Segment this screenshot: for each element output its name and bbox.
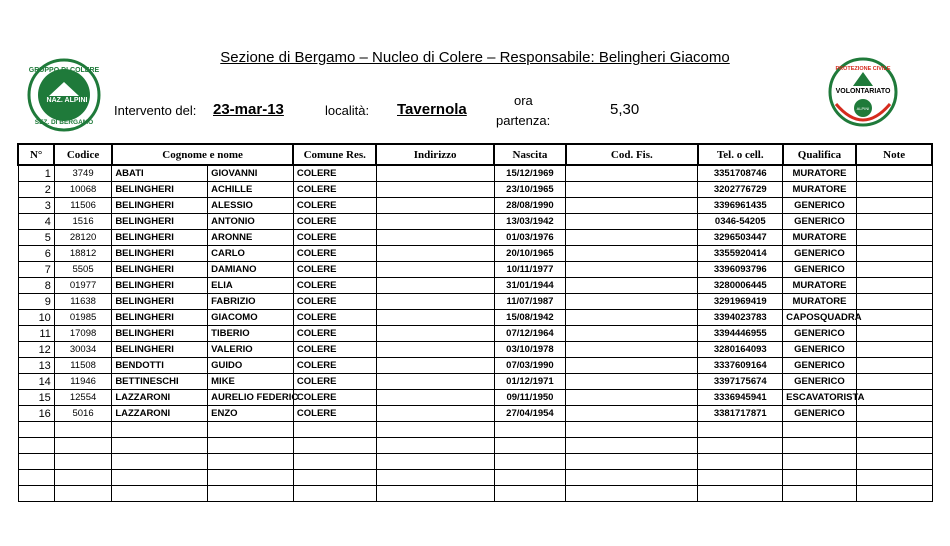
cod-fis-cell: [566, 406, 698, 422]
nascita-cell: 01/12/1971: [494, 374, 566, 390]
empty-cell: [494, 422, 566, 438]
cognome-cell: BELINGHERI: [112, 278, 208, 294]
comune-cell: COLERE: [293, 214, 376, 230]
empty-cell: [783, 470, 857, 486]
empty-cell: [698, 422, 783, 438]
codice-cell: 3749: [54, 165, 112, 182]
nascita-cell: 23/10/1965: [494, 182, 566, 198]
codice-cell: 11508: [54, 358, 112, 374]
qualifica-cell: MURATORE: [783, 294, 857, 310]
comune-cell: COLERE: [293, 230, 376, 246]
cod-fis-cell: [566, 165, 698, 182]
qualifica-cell: GENERICO: [783, 214, 857, 230]
empty-cell: [494, 454, 566, 470]
indirizzo-cell: [376, 182, 494, 198]
svg-text:SEZ. DI BERGAMO: SEZ. DI BERGAMO: [34, 119, 94, 126]
empty-cell: [293, 422, 376, 438]
nascita-cell: 11/07/1987: [494, 294, 566, 310]
comune-cell: COLERE: [293, 326, 376, 342]
cod-fis-cell: [566, 214, 698, 230]
empty-cell: [112, 470, 208, 486]
cod-fis-cell: [566, 182, 698, 198]
comune-cell: COLERE: [293, 246, 376, 262]
volunteers-table: [17, 143, 933, 502]
nome-cell: ACHILLE: [208, 182, 294, 198]
nome-cell: AURELIO FEDERIC: [208, 390, 294, 406]
cognome-cell: BENDOTTI: [112, 358, 208, 374]
indirizzo-cell: [376, 165, 494, 182]
row-number: 15: [18, 390, 54, 406]
empty-cell: [376, 438, 494, 454]
tel-cell: 3394446955: [698, 326, 783, 342]
page-title: Sezione di Bergamo – Nucleo di Colere – Responsabile: Belingheri Giacomo: [220, 49, 730, 66]
ora-partenza-value: 5,30: [610, 101, 640, 118]
localita-value: Tavernola: [397, 101, 467, 118]
tel-cell: 3396093796: [698, 262, 783, 278]
empty-cell: [698, 454, 783, 470]
empty-cell: [18, 470, 54, 486]
empty-cell: [856, 438, 932, 454]
cod-fis-cell: [566, 374, 698, 390]
empty-cell: [783, 438, 857, 454]
nome-cell: CARLO: [208, 246, 294, 262]
empty-cell: [208, 486, 294, 502]
row-number: 2: [18, 182, 54, 198]
empty-cell: [112, 438, 208, 454]
qualifica-cell: GENERICO: [783, 406, 857, 422]
note-cell: [856, 326, 932, 342]
ora-label: ora: [514, 93, 533, 108]
codice-cell: 17098: [54, 326, 112, 342]
tel-cell: 3394023783: [698, 310, 783, 326]
nome-cell: ANTONIO: [208, 214, 294, 230]
tel-cell: 3296503447: [698, 230, 783, 246]
empty-cell: [54, 438, 112, 454]
cod-fis-cell: [566, 390, 698, 406]
col-header-cognome-nome: Cognome e nome: [112, 144, 294, 165]
qualifica-cell: CAPOSQUADRA: [783, 310, 857, 326]
partenza-label: partenza:: [496, 113, 551, 128]
intervento-date: 23-mar-13: [213, 101, 284, 118]
empty-cell: [494, 470, 566, 486]
codice-cell: 1516: [54, 214, 112, 230]
nome-cell: DAMIANO: [208, 262, 294, 278]
nascita-cell: 28/08/1990: [494, 198, 566, 214]
empty-cell: [293, 486, 376, 502]
table-row: [18, 406, 932, 422]
indirizzo-cell: [376, 358, 494, 374]
empty-cell: [112, 454, 208, 470]
table-row: [18, 198, 932, 214]
codice-cell: 30034: [54, 342, 112, 358]
row-number: 11: [18, 326, 54, 342]
cognome-cell: LAZZARONI: [112, 390, 208, 406]
row-number: 16: [18, 406, 54, 422]
empty-cell: [376, 454, 494, 470]
note-cell: [856, 406, 932, 422]
nascita-cell: 09/11/1950: [494, 390, 566, 406]
note-cell: [856, 246, 932, 262]
empty-cell: [494, 486, 566, 502]
indirizzo-cell: [376, 374, 494, 390]
indirizzo-cell: [376, 278, 494, 294]
nascita-cell: 15/08/1942: [494, 310, 566, 326]
indirizzo-cell: [376, 390, 494, 406]
nome-cell: ENZO: [208, 406, 294, 422]
localita-label: località:: [325, 103, 370, 118]
indirizzo-cell: [376, 198, 494, 214]
intervento-label: Intervento del:: [114, 103, 197, 118]
cognome-cell: BELINGHERI: [112, 182, 208, 198]
empty-cell: [783, 454, 857, 470]
col-header-nascita: Nascita: [494, 144, 566, 165]
empty-table-row: [18, 422, 932, 438]
note-cell: [856, 278, 932, 294]
table-header-row: [18, 144, 932, 165]
codice-cell: 5505: [54, 262, 112, 278]
empty-cell: [208, 454, 294, 470]
empty-cell: [566, 454, 698, 470]
tel-cell: 3280164093: [698, 342, 783, 358]
empty-cell: [54, 486, 112, 502]
qualifica-cell: GENERICO: [783, 262, 857, 278]
empty-cell: [376, 486, 494, 502]
codice-cell: 01977: [54, 278, 112, 294]
empty-cell: [18, 454, 54, 470]
row-number: 5: [18, 230, 54, 246]
table-row: [18, 262, 932, 278]
comune-cell: COLERE: [293, 198, 376, 214]
nome-cell: MIKE: [208, 374, 294, 390]
qualifica-cell: ESCAVATORISTA: [783, 390, 857, 406]
empty-cell: [18, 422, 54, 438]
nascita-cell: 31/01/1944: [494, 278, 566, 294]
nascita-cell: 10/11/1977: [494, 262, 566, 278]
table-row: [18, 326, 932, 342]
tel-cell: 3291969419: [698, 294, 783, 310]
empty-table-row: [18, 486, 932, 502]
tel-cell: 0346-54205: [698, 214, 783, 230]
svg-text:GRUPPO DI COLERE: GRUPPO DI COLERE: [28, 67, 100, 74]
cod-fis-cell: [566, 230, 698, 246]
nascita-cell: 15/12/1969: [494, 165, 566, 182]
empty-cell: [18, 486, 54, 502]
table-row: [18, 214, 932, 230]
row-number: 12: [18, 342, 54, 358]
codice-cell: 11506: [54, 198, 112, 214]
tel-cell: 3397175674: [698, 374, 783, 390]
col-header-num: N°: [18, 144, 54, 165]
qualifica-cell: GENERICO: [783, 374, 857, 390]
svg-text:ALPINI: ALPINI: [856, 106, 870, 111]
col-header-tel: Tel. o cell.: [698, 144, 783, 165]
table-row: [18, 310, 932, 326]
svg-text:NAZ. ALPINI: NAZ. ALPINI: [46, 97, 88, 104]
nascita-cell: 27/04/1954: [494, 406, 566, 422]
tel-cell: 3336945941: [698, 390, 783, 406]
table-row: [18, 182, 932, 198]
cod-fis-cell: [566, 262, 698, 278]
cognome-cell: ABATI: [112, 165, 208, 182]
indirizzo-cell: [376, 230, 494, 246]
comune-cell: COLERE: [293, 182, 376, 198]
empty-table-row: [18, 438, 932, 454]
table-row: [18, 278, 932, 294]
comune-cell: COLERE: [293, 294, 376, 310]
col-header-cod-fis: Cod. Fis.: [566, 144, 698, 165]
empty-cell: [566, 422, 698, 438]
row-number: 6: [18, 246, 54, 262]
codice-cell: 11946: [54, 374, 112, 390]
svg-text:PROTEZIONE CIVILE: PROTEZIONE CIVILE: [835, 66, 891, 72]
empty-table-row: [18, 470, 932, 486]
comune-cell: COLERE: [293, 342, 376, 358]
col-header-codice: Codice: [54, 144, 112, 165]
codice-cell: 10068: [54, 182, 112, 198]
empty-cell: [208, 470, 294, 486]
empty-cell: [856, 422, 932, 438]
nascita-cell: 13/03/1942: [494, 214, 566, 230]
qualifica-cell: GENERICO: [783, 198, 857, 214]
tel-cell: 3351708746: [698, 165, 783, 182]
note-cell: [856, 374, 932, 390]
note-cell: [856, 310, 932, 326]
row-number: 10: [18, 310, 54, 326]
note-cell: [856, 342, 932, 358]
row-number: 1: [18, 165, 54, 182]
empty-cell: [698, 438, 783, 454]
note-cell: [856, 214, 932, 230]
table-row: [18, 374, 932, 390]
alpini-colere-logo: [27, 58, 101, 132]
row-number: 9: [18, 294, 54, 310]
empty-table-row: [18, 454, 932, 470]
empty-cell: [566, 470, 698, 486]
cognome-cell: BETTINESCHI: [112, 374, 208, 390]
qualifica-cell: MURATORE: [783, 182, 857, 198]
empty-cell: [293, 454, 376, 470]
empty-cell: [208, 438, 294, 454]
table-row: [18, 165, 932, 182]
cognome-cell: BELINGHERI: [112, 246, 208, 262]
cognome-cell: BELINGHERI: [112, 262, 208, 278]
indirizzo-cell: [376, 246, 494, 262]
cod-fis-cell: [566, 310, 698, 326]
qualifica-cell: GENERICO: [783, 342, 857, 358]
empty-cell: [54, 470, 112, 486]
empty-cell: [112, 486, 208, 502]
cognome-cell: BELINGHERI: [112, 230, 208, 246]
cognome-cell: BELINGHERI: [112, 342, 208, 358]
comune-cell: COLERE: [293, 262, 376, 278]
empty-cell: [566, 486, 698, 502]
cognome-cell: BELINGHERI: [112, 214, 208, 230]
empty-cell: [293, 438, 376, 454]
cod-fis-cell: [566, 198, 698, 214]
table-row: [18, 390, 932, 406]
empty-cell: [494, 438, 566, 454]
col-header-note: Note: [856, 144, 932, 165]
cod-fis-cell: [566, 246, 698, 262]
col-header-indirizzo: Indirizzo: [376, 144, 494, 165]
svg-text:VOLONTARIATO: VOLONTARIATO: [835, 88, 891, 95]
comune-cell: COLERE: [293, 390, 376, 406]
row-number: 13: [18, 358, 54, 374]
empty-cell: [376, 422, 494, 438]
comune-cell: COLERE: [293, 165, 376, 182]
empty-cell: [208, 422, 294, 438]
empty-cell: [566, 438, 698, 454]
note-cell: [856, 390, 932, 406]
indirizzo-cell: [376, 326, 494, 342]
empty-cell: [698, 470, 783, 486]
table-row: [18, 230, 932, 246]
nascita-cell: 03/10/1978: [494, 342, 566, 358]
tel-cell: 3337609164: [698, 358, 783, 374]
qualifica-cell: MURATORE: [783, 230, 857, 246]
qualifica-cell: MURATORE: [783, 278, 857, 294]
row-number: 8: [18, 278, 54, 294]
codice-cell: 18812: [54, 246, 112, 262]
empty-cell: [54, 454, 112, 470]
indirizzo-cell: [376, 310, 494, 326]
nome-cell: GIACOMO: [208, 310, 294, 326]
indirizzo-cell: [376, 262, 494, 278]
protezione-civile-logo: [828, 56, 898, 128]
row-number: 14: [18, 374, 54, 390]
comune-cell: COLERE: [293, 358, 376, 374]
indirizzo-cell: [376, 214, 494, 230]
cod-fis-cell: [566, 326, 698, 342]
indirizzo-cell: [376, 294, 494, 310]
table-row: [18, 294, 932, 310]
tel-cell: 3280006445: [698, 278, 783, 294]
note-cell: [856, 294, 932, 310]
codice-cell: 01985: [54, 310, 112, 326]
nascita-cell: 07/03/1990: [494, 358, 566, 374]
cognome-cell: LAZZARONI: [112, 406, 208, 422]
row-number: 7: [18, 262, 54, 278]
nome-cell: FABRIZIO: [208, 294, 294, 310]
indirizzo-cell: [376, 342, 494, 358]
cognome-cell: BELINGHERI: [112, 294, 208, 310]
empty-cell: [376, 470, 494, 486]
table-row: [18, 342, 932, 358]
comune-cell: COLERE: [293, 310, 376, 326]
note-cell: [856, 230, 932, 246]
empty-cell: [783, 422, 857, 438]
note-cell: [856, 165, 932, 182]
empty-cell: [698, 486, 783, 502]
empty-cell: [783, 486, 857, 502]
row-number: 4: [18, 214, 54, 230]
codice-cell: 28120: [54, 230, 112, 246]
empty-cell: [112, 422, 208, 438]
empty-cell: [856, 454, 932, 470]
codice-cell: 5016: [54, 406, 112, 422]
table-row: [18, 358, 932, 374]
row-number: 3: [18, 198, 54, 214]
qualifica-cell: GENERICO: [783, 246, 857, 262]
nome-cell: GIOVANNI: [208, 165, 294, 182]
codice-cell: 12554: [54, 390, 112, 406]
nome-cell: ALESSIO: [208, 198, 294, 214]
indirizzo-cell: [376, 406, 494, 422]
cod-fis-cell: [566, 358, 698, 374]
cognome-cell: BELINGHERI: [112, 326, 208, 342]
nome-cell: VALERIO: [208, 342, 294, 358]
nome-cell: ELIA: [208, 278, 294, 294]
cod-fis-cell: [566, 342, 698, 358]
note-cell: [856, 262, 932, 278]
cod-fis-cell: [566, 278, 698, 294]
nome-cell: ARONNE: [208, 230, 294, 246]
note-cell: [856, 358, 932, 374]
note-cell: [856, 198, 932, 214]
comune-cell: COLERE: [293, 278, 376, 294]
tel-cell: 3355920414: [698, 246, 783, 262]
tel-cell: 3381717871: [698, 406, 783, 422]
codice-cell: 11638: [54, 294, 112, 310]
nascita-cell: 20/10/1965: [494, 246, 566, 262]
empty-cell: [856, 486, 932, 502]
note-cell: [856, 182, 932, 198]
cognome-cell: BELINGHERI: [112, 310, 208, 326]
comune-cell: COLERE: [293, 406, 376, 422]
table-row: [18, 246, 932, 262]
nascita-cell: 01/03/1976: [494, 230, 566, 246]
tel-cell: 3396961435: [698, 198, 783, 214]
nome-cell: GUIDO: [208, 358, 294, 374]
tel-cell: 3202776729: [698, 182, 783, 198]
empty-cell: [293, 470, 376, 486]
cognome-cell: BELINGHERI: [112, 198, 208, 214]
qualifica-cell: MURATORE: [783, 165, 857, 182]
col-header-qualifica: Qualifica: [783, 144, 857, 165]
comune-cell: COLERE: [293, 374, 376, 390]
empty-cell: [18, 438, 54, 454]
cod-fis-cell: [566, 294, 698, 310]
empty-cell: [54, 422, 112, 438]
empty-cell: [856, 470, 932, 486]
col-header-comune: Comune Res.: [293, 144, 376, 165]
qualifica-cell: GENERICO: [783, 326, 857, 342]
nome-cell: TIBERIO: [208, 326, 294, 342]
nascita-cell: 07/12/1964: [494, 326, 566, 342]
qualifica-cell: GENERICO: [783, 358, 857, 374]
